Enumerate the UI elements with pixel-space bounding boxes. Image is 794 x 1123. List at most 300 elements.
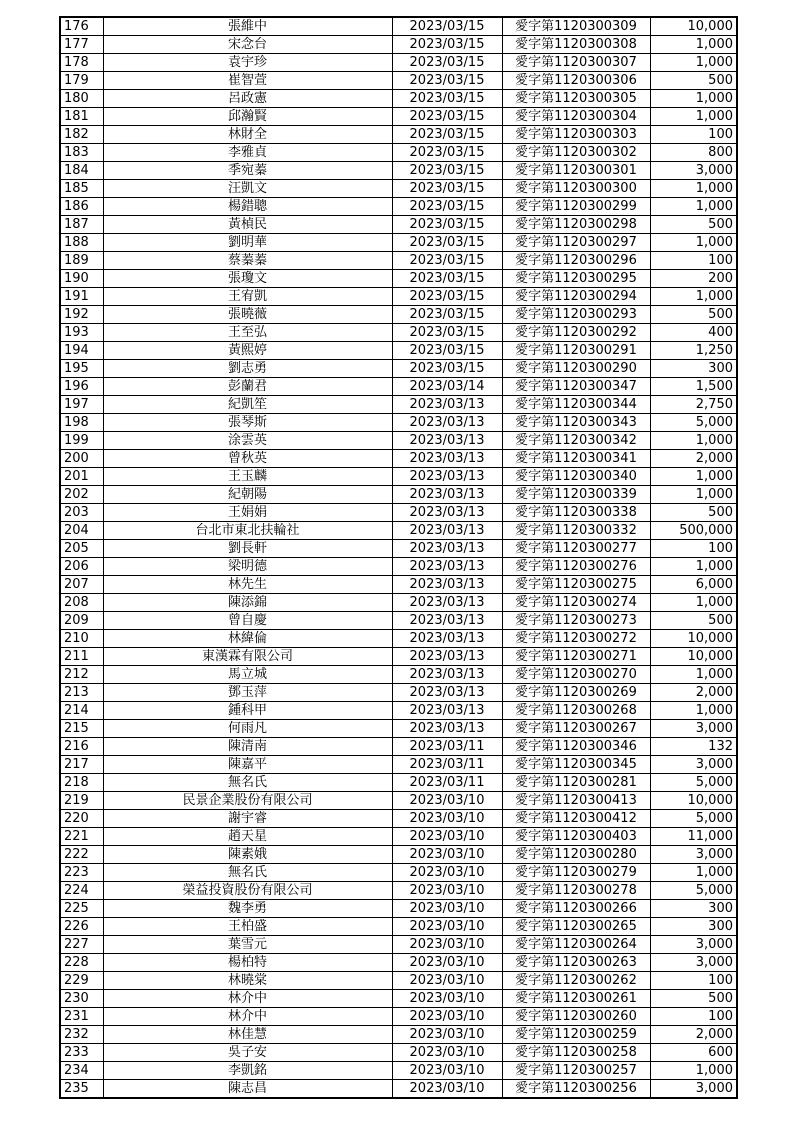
- table-row: [60, 90, 737, 108]
- donation-date: 2023/03/15: [392, 198, 502, 216]
- donation-amount: 1,500: [650, 378, 737, 396]
- donor-name: 東漢霖有限公司: [103, 648, 392, 666]
- donation-amount: 1,000: [650, 468, 737, 486]
- donor-name: 張瓊文: [103, 270, 392, 288]
- donation-amount: 2,000: [650, 1026, 737, 1044]
- donor-name: 榮益投資股份有限公司: [103, 882, 392, 900]
- row-number: 227: [60, 936, 103, 954]
- donation-amount: 1,000: [650, 108, 737, 126]
- donation-date: 2023/03/13: [392, 396, 502, 414]
- donation-date: 2023/03/10: [392, 918, 502, 936]
- table-row: [60, 558, 737, 576]
- row-number: 213: [60, 684, 103, 702]
- donor-name: 林先生: [103, 576, 392, 594]
- donation-date: 2023/03/13: [392, 468, 502, 486]
- donor-name: 王柏盛: [103, 918, 392, 936]
- receipt-number: 愛字第1120300309: [502, 17, 650, 36]
- receipt-number: 愛字第1120300277: [502, 540, 650, 558]
- donation-date: 2023/03/13: [392, 702, 502, 720]
- row-number: 216: [60, 738, 103, 756]
- donor-name: 陳嘉平: [103, 756, 392, 774]
- donation-date: 2023/03/10: [392, 990, 502, 1008]
- donation-amount: 400: [650, 324, 737, 342]
- row-number: 221: [60, 828, 103, 846]
- table-row: [60, 288, 737, 306]
- receipt-number: 愛字第1120300274: [502, 594, 650, 612]
- donation-date: 2023/03/15: [392, 216, 502, 234]
- row-number: 224: [60, 882, 103, 900]
- donation-amount: 10,000: [650, 648, 737, 666]
- donation-date: 2023/03/10: [392, 954, 502, 972]
- row-number: 199: [60, 432, 103, 450]
- donation-amount: 6,000: [650, 576, 737, 594]
- receipt-number: 愛字第1120300261: [502, 990, 650, 1008]
- donation-amount: 500: [650, 504, 737, 522]
- donor-name: 張維中: [103, 17, 392, 36]
- donor-name: 陳清南: [103, 738, 392, 756]
- donation-date: 2023/03/13: [392, 594, 502, 612]
- table-row: [60, 828, 737, 846]
- donation-table: [59, 16, 738, 1099]
- receipt-number: 愛字第1120300275: [502, 576, 650, 594]
- donation-amount: 5,000: [650, 810, 737, 828]
- receipt-number: 愛字第1120300308: [502, 36, 650, 54]
- donation-amount: 10,000: [650, 792, 737, 810]
- table-row: [60, 540, 737, 558]
- table-row: [60, 774, 737, 792]
- receipt-number: 愛字第1120300263: [502, 954, 650, 972]
- donor-name: 楊錯聰: [103, 198, 392, 216]
- donation-amount: 10,000: [650, 17, 737, 36]
- row-number: 218: [60, 774, 103, 792]
- table-row: [60, 504, 737, 522]
- donation-date: 2023/03/13: [392, 720, 502, 738]
- table-row: [60, 1044, 737, 1062]
- donation-date: 2023/03/10: [392, 1062, 502, 1080]
- donation-date: 2023/03/13: [392, 612, 502, 630]
- donation-date: 2023/03/11: [392, 756, 502, 774]
- donation-amount: 100: [650, 252, 737, 270]
- donation-date: 2023/03/10: [392, 1026, 502, 1044]
- row-number: 184: [60, 162, 103, 180]
- table-row: [60, 360, 737, 378]
- receipt-number: 愛字第1120300304: [502, 108, 650, 126]
- row-number: 230: [60, 990, 103, 1008]
- row-number: 215: [60, 720, 103, 738]
- donation-amount: 1,000: [650, 432, 737, 450]
- donor-name: 張曉薇: [103, 306, 392, 324]
- donation-amount: 100: [650, 540, 737, 558]
- row-number: 204: [60, 522, 103, 540]
- table-row: [60, 180, 737, 198]
- row-number: 192: [60, 306, 103, 324]
- donation-amount: 1,000: [650, 594, 737, 612]
- donation-amount: 3,000: [650, 756, 737, 774]
- donor-name: 馬立城: [103, 666, 392, 684]
- receipt-number: 愛字第1120300301: [502, 162, 650, 180]
- table-row: [60, 216, 737, 234]
- table-row: [60, 648, 737, 666]
- donor-name: 蔡蓁蓁: [103, 252, 392, 270]
- receipt-number: 愛字第1120300271: [502, 648, 650, 666]
- table-row: [60, 522, 737, 540]
- donor-name: 涂雲英: [103, 432, 392, 450]
- table-row: [60, 324, 737, 342]
- table-row: [60, 1080, 737, 1099]
- donation-amount: 1,000: [650, 864, 737, 882]
- receipt-number: 愛字第1120300306: [502, 72, 650, 90]
- table-row: [60, 918, 737, 936]
- donation-table-body: [60, 17, 737, 1098]
- row-number: 195: [60, 360, 103, 378]
- donation-date: 2023/03/15: [392, 270, 502, 288]
- donation-amount: 1,000: [650, 54, 737, 72]
- receipt-number: 愛字第1120300265: [502, 918, 650, 936]
- donation-amount: 3,000: [650, 936, 737, 954]
- donor-name: 民景企業股份有限公司: [103, 792, 392, 810]
- donation-amount: 1,000: [650, 198, 737, 216]
- receipt-number: 愛字第1120300266: [502, 900, 650, 918]
- row-number: 187: [60, 216, 103, 234]
- donation-amount: 1,000: [650, 234, 737, 252]
- table-row: [60, 252, 737, 270]
- receipt-number: 愛字第1120300264: [502, 936, 650, 954]
- donation-date: 2023/03/15: [392, 162, 502, 180]
- receipt-number: 愛字第1120300298: [502, 216, 650, 234]
- receipt-number: 愛字第1120300293: [502, 306, 650, 324]
- row-number: 181: [60, 108, 103, 126]
- donation-amount: 1,250: [650, 342, 737, 360]
- receipt-number: 愛字第1120300272: [502, 630, 650, 648]
- table-row: [60, 846, 737, 864]
- donation-date: 2023/03/15: [392, 72, 502, 90]
- donation-amount: 3,000: [650, 162, 737, 180]
- row-number: 223: [60, 864, 103, 882]
- table-row: [60, 450, 737, 468]
- donor-name: 陳素娥: [103, 846, 392, 864]
- receipt-number: 愛字第1120300276: [502, 558, 650, 576]
- row-number: 194: [60, 342, 103, 360]
- donation-date: 2023/03/15: [392, 108, 502, 126]
- table-row: [60, 468, 737, 486]
- table-row: [60, 594, 737, 612]
- donation-date: 2023/03/15: [392, 342, 502, 360]
- donor-name: 林曉棠: [103, 972, 392, 990]
- row-number: 190: [60, 270, 103, 288]
- donation-amount: 10,000: [650, 630, 737, 648]
- donor-name: 袁宇珍: [103, 54, 392, 72]
- donation-date: 2023/03/15: [392, 17, 502, 36]
- donor-name: 王宥凱: [103, 288, 392, 306]
- donor-name: 李凱銘: [103, 1062, 392, 1080]
- table-row: [60, 738, 737, 756]
- donor-name: 林緯倫: [103, 630, 392, 648]
- donor-name: 曾秋英: [103, 450, 392, 468]
- receipt-number: 愛字第1120300338: [502, 504, 650, 522]
- donor-name: 陳添錦: [103, 594, 392, 612]
- donation-amount: 132: [650, 738, 737, 756]
- row-number: 180: [60, 90, 103, 108]
- table-row: [60, 990, 737, 1008]
- row-number: 197: [60, 396, 103, 414]
- row-number: 177: [60, 36, 103, 54]
- table-row: [60, 666, 737, 684]
- donor-name: 無名氏: [103, 864, 392, 882]
- donation-amount: 1,000: [650, 702, 737, 720]
- receipt-number: 愛字第1120300299: [502, 198, 650, 216]
- table-row: [60, 72, 737, 90]
- table-row: [60, 792, 737, 810]
- row-number: 233: [60, 1044, 103, 1062]
- donation-amount: 500: [650, 612, 737, 630]
- donation-date: 2023/03/13: [392, 558, 502, 576]
- receipt-number: 愛字第1120300294: [502, 288, 650, 306]
- donation-date: 2023/03/15: [392, 144, 502, 162]
- donor-name: 林介中: [103, 1008, 392, 1026]
- row-number: 234: [60, 1062, 103, 1080]
- receipt-number: 愛字第1120300295: [502, 270, 650, 288]
- receipt-number: 愛字第1120300412: [502, 810, 650, 828]
- table-row: [60, 1008, 737, 1026]
- donor-name: 宋念台: [103, 36, 392, 54]
- row-number: 182: [60, 126, 103, 144]
- row-number: 229: [60, 972, 103, 990]
- receipt-number: 愛字第1120300344: [502, 396, 650, 414]
- donor-name: 謝宇睿: [103, 810, 392, 828]
- donor-name: 楊柏特: [103, 954, 392, 972]
- donation-date: 2023/03/10: [392, 1044, 502, 1062]
- donor-name: 汪凱文: [103, 180, 392, 198]
- donor-name: 崔智萱: [103, 72, 392, 90]
- donor-name: 林介中: [103, 990, 392, 1008]
- donation-amount: 3,000: [650, 1080, 737, 1099]
- receipt-number: 愛字第1120300339: [502, 486, 650, 504]
- receipt-number: 愛字第1120300279: [502, 864, 650, 882]
- row-number: 176: [60, 17, 103, 36]
- receipt-number: 愛字第1120300269: [502, 684, 650, 702]
- receipt-number: 愛字第1120300343: [502, 414, 650, 432]
- donation-amount: 1,000: [650, 558, 737, 576]
- receipt-number: 愛字第1120300297: [502, 234, 650, 252]
- donor-name: 劉明華: [103, 234, 392, 252]
- receipt-number: 愛字第1120300268: [502, 702, 650, 720]
- receipt-number: 愛字第1120300300: [502, 180, 650, 198]
- receipt-number: 愛字第1120300332: [502, 522, 650, 540]
- row-number: 200: [60, 450, 103, 468]
- donation-date: 2023/03/13: [392, 504, 502, 522]
- donation-date: 2023/03/10: [392, 882, 502, 900]
- row-number: 183: [60, 144, 103, 162]
- donor-name: 張琴斯: [103, 414, 392, 432]
- donation-amount: 1,000: [650, 90, 737, 108]
- donor-name: 李雅貞: [103, 144, 392, 162]
- donation-date: 2023/03/13: [392, 648, 502, 666]
- donation-date: 2023/03/13: [392, 522, 502, 540]
- donation-date: 2023/03/11: [392, 774, 502, 792]
- donor-name: 葉雪元: [103, 936, 392, 954]
- table-row: [60, 342, 737, 360]
- donation-date: 2023/03/13: [392, 450, 502, 468]
- donation-amount: 3,000: [650, 846, 737, 864]
- table-row: [60, 630, 737, 648]
- table-row: [60, 36, 737, 54]
- donation-amount: 500: [650, 72, 737, 90]
- row-number: 222: [60, 846, 103, 864]
- donor-name: 無名氏: [103, 774, 392, 792]
- donation-date: 2023/03/10: [392, 1080, 502, 1099]
- receipt-number: 愛字第1120300413: [502, 792, 650, 810]
- receipt-number: 愛字第1120300281: [502, 774, 650, 792]
- donor-name: 劉志勇: [103, 360, 392, 378]
- table-row: [60, 576, 737, 594]
- donation-date: 2023/03/10: [392, 1008, 502, 1026]
- row-number: 209: [60, 612, 103, 630]
- receipt-number: 愛字第1120300262: [502, 972, 650, 990]
- row-number: 201: [60, 468, 103, 486]
- donation-amount: 500: [650, 990, 737, 1008]
- donor-name: 趙天星: [103, 828, 392, 846]
- donor-name: 林財全: [103, 126, 392, 144]
- donation-amount: 2,000: [650, 450, 737, 468]
- donation-amount: 5,000: [650, 414, 737, 432]
- donation-date: 2023/03/13: [392, 414, 502, 432]
- donation-date: 2023/03/10: [392, 828, 502, 846]
- row-number: 193: [60, 324, 103, 342]
- donor-name: 王娟娟: [103, 504, 392, 522]
- donation-amount: 800: [650, 144, 737, 162]
- receipt-number: 愛字第1120300403: [502, 828, 650, 846]
- receipt-number: 愛字第1120300347: [502, 378, 650, 396]
- receipt-number: 愛字第1120300302: [502, 144, 650, 162]
- donation-amount: 3,000: [650, 720, 737, 738]
- table-row: [60, 972, 737, 990]
- donation-date: 2023/03/15: [392, 360, 502, 378]
- donation-date: 2023/03/15: [392, 252, 502, 270]
- donation-amount: 500,000: [650, 522, 737, 540]
- donor-name: 黃楨民: [103, 216, 392, 234]
- table-row: [60, 306, 737, 324]
- table-row: [60, 126, 737, 144]
- table-row: [60, 612, 737, 630]
- table-row: [60, 900, 737, 918]
- table-row: [60, 270, 737, 288]
- table-row: [60, 198, 737, 216]
- donation-amount: 300: [650, 900, 737, 918]
- row-number: 206: [60, 558, 103, 576]
- donor-name: 台北市東北扶輪社: [103, 522, 392, 540]
- receipt-number: 愛字第1120300257: [502, 1062, 650, 1080]
- table-row: [60, 144, 737, 162]
- table-row: [60, 234, 737, 252]
- donation-date: 2023/03/13: [392, 486, 502, 504]
- donation-amount: 100: [650, 1008, 737, 1026]
- row-number: 226: [60, 918, 103, 936]
- table-row: [60, 756, 737, 774]
- row-number: 191: [60, 288, 103, 306]
- donation-date: 2023/03/13: [392, 576, 502, 594]
- donation-amount: 300: [650, 918, 737, 936]
- donation-amount: 5,000: [650, 882, 737, 900]
- receipt-number: 愛字第1120300296: [502, 252, 650, 270]
- receipt-number: 愛字第1120300273: [502, 612, 650, 630]
- receipt-number: 愛字第1120300340: [502, 468, 650, 486]
- table-row: [60, 54, 737, 72]
- receipt-number: 愛字第1120300341: [502, 450, 650, 468]
- donation-date: 2023/03/10: [392, 864, 502, 882]
- donor-name: 紀朝陽: [103, 486, 392, 504]
- table-row: [60, 486, 737, 504]
- table-row: [60, 864, 737, 882]
- row-number: 214: [60, 702, 103, 720]
- donor-name: 邱瀚賢: [103, 108, 392, 126]
- donation-amount: 500: [650, 216, 737, 234]
- row-number: 208: [60, 594, 103, 612]
- receipt-number: 愛字第1120300292: [502, 324, 650, 342]
- donation-amount: 1,000: [650, 666, 737, 684]
- receipt-number: 愛字第1120300303: [502, 126, 650, 144]
- row-number: 185: [60, 180, 103, 198]
- donation-date: 2023/03/13: [392, 630, 502, 648]
- donation-amount: 500: [650, 306, 737, 324]
- receipt-number: 愛字第1120300260: [502, 1008, 650, 1026]
- receipt-number: 愛字第1120300291: [502, 342, 650, 360]
- donation-date: 2023/03/15: [392, 90, 502, 108]
- donation-date: 2023/03/13: [392, 540, 502, 558]
- donor-name: 呂政憲: [103, 90, 392, 108]
- donation-date: 2023/03/15: [392, 234, 502, 252]
- donation-amount: 3,000: [650, 954, 737, 972]
- row-number: 207: [60, 576, 103, 594]
- table-row: [60, 396, 737, 414]
- receipt-number: 愛字第1120300258: [502, 1044, 650, 1062]
- row-number: 219: [60, 792, 103, 810]
- donation-date: 2023/03/11: [392, 738, 502, 756]
- donation-amount: 1,000: [650, 288, 737, 306]
- donation-amount: 2,750: [650, 396, 737, 414]
- row-number: 202: [60, 486, 103, 504]
- donor-name: 吳子安: [103, 1044, 392, 1062]
- table-row: [60, 162, 737, 180]
- row-number: 210: [60, 630, 103, 648]
- table-row: [60, 1062, 737, 1080]
- table-row: [60, 414, 737, 432]
- donor-name: 劉長軒: [103, 540, 392, 558]
- donation-amount: 100: [650, 972, 737, 990]
- donation-date: 2023/03/15: [392, 306, 502, 324]
- receipt-number: 愛字第1120300267: [502, 720, 650, 738]
- donation-amount: 600: [650, 1044, 737, 1062]
- donor-name: 鄧玉萍: [103, 684, 392, 702]
- row-number: 189: [60, 252, 103, 270]
- donor-name: 季宛蓁: [103, 162, 392, 180]
- receipt-number: 愛字第1120300307: [502, 54, 650, 72]
- receipt-number: 愛字第1120300346: [502, 738, 650, 756]
- table-row: [60, 432, 737, 450]
- donation-amount: 1,000: [650, 180, 737, 198]
- row-number: 205: [60, 540, 103, 558]
- table-row: [60, 702, 737, 720]
- row-number: 188: [60, 234, 103, 252]
- donation-amount: 11,000: [650, 828, 737, 846]
- table-row: [60, 378, 737, 396]
- row-number: 179: [60, 72, 103, 90]
- receipt-number: 愛字第1120300280: [502, 846, 650, 864]
- donor-name: 黃熙婷: [103, 342, 392, 360]
- donation-amount: 300: [650, 360, 737, 378]
- receipt-number: 愛字第1120300290: [502, 360, 650, 378]
- donation-amount: 5,000: [650, 774, 737, 792]
- receipt-number: 愛字第1120300259: [502, 1026, 650, 1044]
